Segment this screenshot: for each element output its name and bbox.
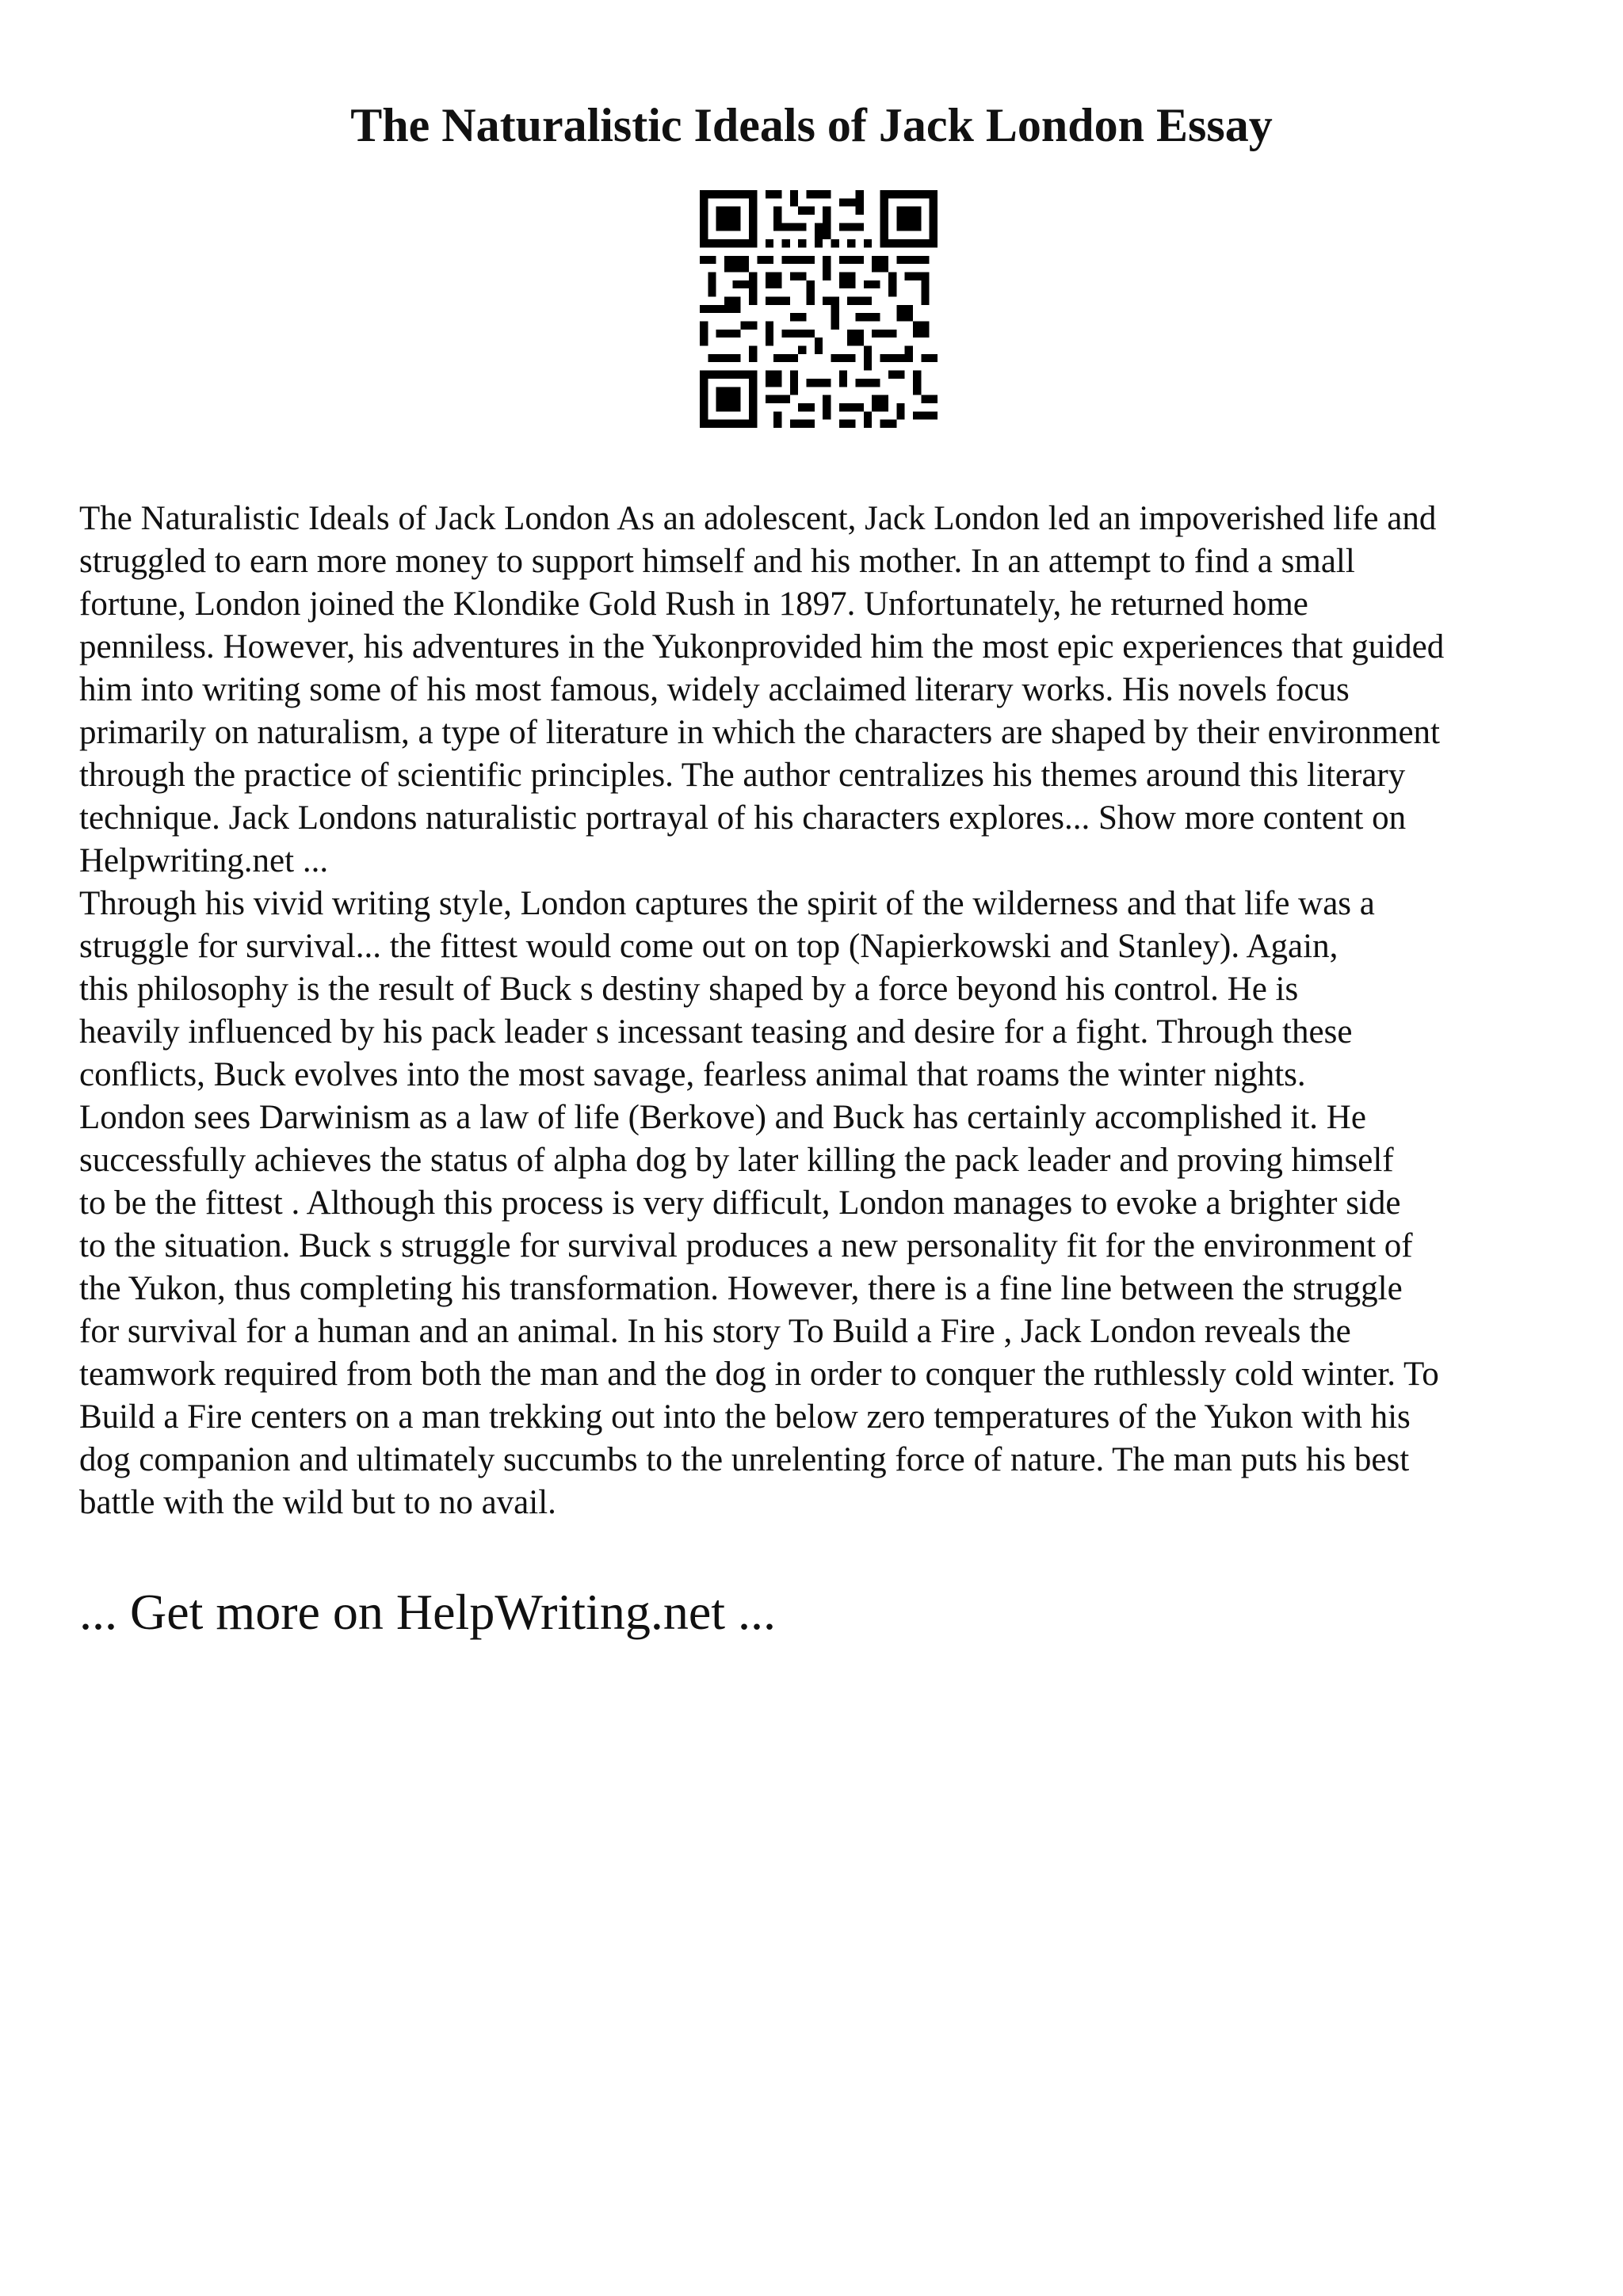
document-title: The Naturalistic Ideals of Jack London Essay <box>350 99 1273 151</box>
qr-code-icon <box>700 190 938 428</box>
essay-body <box>79 498 1569 1524</box>
essay-paragraph-1: The Naturalistic Ideals of Jack London As an adolescent, Jack London led an impoverished life and struggled to earn more money to support himself and his mother. In an attempt to find a small fortune, London joined the Klondike Gold Rush in 1897. Unfortunately, he returned home penniless. However, his adventures in the Yukonprovided him the most epic experiences that guided him into writing some of his most famous, widely acclaimed literary works. His novels focus primarily on naturalism, a type of literature in which the characters are shaped by their environment through the practice of scientific principles. The author centralizes his themes around this literary technique. Jack Londons naturalistic portrayal of his characters explores... Show more content on Helpwriting.net ... <box>79 500 1445 879</box>
get-more-link[interactable]: ... Get more on HelpWriting.net ... <box>79 1584 776 1640</box>
essay-paragraph-2: Through his vivid writing style, London captures the spirit of the wilderness and that life was a struggle for survival... the fittest would come out on top (Napierkowski and Stanley). Again, this philosophy is the result of Buck s destiny shaped by a force beyond his control. He is heavily influenced by his pack leader s incessant teasing and desire for a fight. Through these conflicts, Buck evolves into the most savage, fearless animal that roams the winter nights. London sees Darwinism as a law of life (Berkove) and Buck has certainly accomplished it. He successfully achieves the status of alpha dog by later killing the pack leader and proving himself to be the fittest . Although this process is very difficult, London manages to evoke a brighter side to the situation. Buck s struggle for survival produces a new personality fit for the environment of the Yukon, thus completing his transformation. However, there is a fine line between the struggle for survival for a human and an animal. In his story To Build a Fire , Jack London reveals the teamwork required from both the man and the dog in order to conquer the ruthlessly cold winter. To Build a Fire centers on a man trekking out into the below zero temperatures of the Yukon with his dog companion and ultimately succumbs to the unrelenting force of nature. The man puts his best battle with the wild but to no avail. <box>79 885 1439 1521</box>
